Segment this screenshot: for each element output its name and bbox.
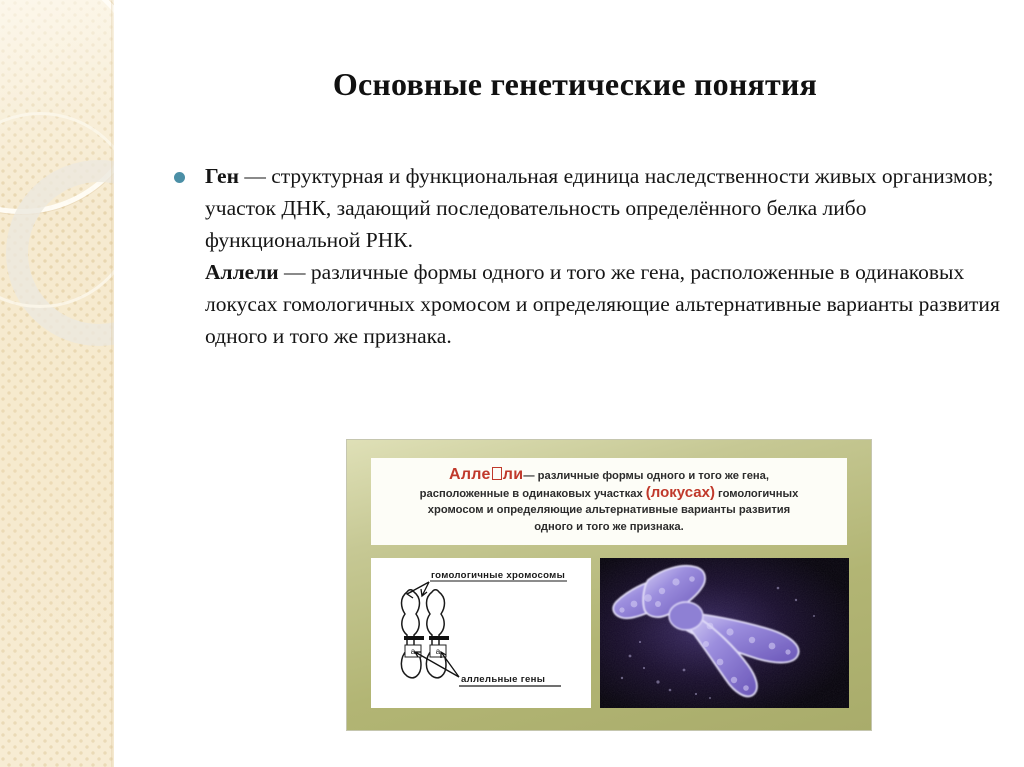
diagram-label-bottom: аллельные гены xyxy=(461,674,546,685)
paragraph-allele xyxy=(205,256,1014,352)
caption-headword xyxy=(449,466,523,483)
missing-glyph-box-icon xyxy=(492,467,502,480)
caption-headword-part1: Алле xyxy=(448,466,491,483)
bullet-list-item xyxy=(174,160,1014,352)
figure-caption xyxy=(371,458,847,545)
slide-body-content xyxy=(174,160,1014,352)
bullet-point-icon xyxy=(174,172,185,183)
caption-segment-2: расположенные в одинаковых участках xyxy=(419,487,646,500)
definition-gene: — структурная и функциональная единица наследственности живых организмов; участок ДНК, задающий последовательность определённого белка либо функциональной РНК. xyxy=(205,164,994,252)
sidebar-sheen-overlay xyxy=(0,0,114,160)
caption-locus-word: (локусах) xyxy=(645,483,715,501)
paragraph-gene xyxy=(205,160,1014,352)
term-gene: Ген xyxy=(205,164,239,188)
caption-segment-5: одного и того же признака. xyxy=(534,520,684,533)
definition-allele: — различные формы одного и того же гена, расположенные в одинаковых локусах гомологичных хромосом и определяющие альтернативные варианты развития одного и того же признака. xyxy=(205,260,1000,348)
homologous-chromosome-diagram xyxy=(371,558,591,708)
diagram-label-top: гомологичные хромосомы xyxy=(431,570,566,581)
gene-label-left: a xyxy=(410,647,416,656)
page-title: Основные генетические понятия xyxy=(332,66,818,102)
term-allele: Аллели xyxy=(205,260,279,284)
caption-headword-part2: ли xyxy=(502,466,524,483)
chromosome-micrograph xyxy=(600,558,849,708)
caption-segment-4: хромосом и определяющие альтернативные варианты развития xyxy=(427,504,791,516)
caption-segment-3: гомологичных xyxy=(714,487,799,500)
caption-segment-1: — различные формы одного и того же гена, xyxy=(523,470,770,482)
embedded-figure xyxy=(347,440,871,730)
sidebar-edge-divider xyxy=(111,0,114,767)
gene-label-right: a xyxy=(435,647,441,656)
decorative-sidebar-panel xyxy=(0,0,114,767)
